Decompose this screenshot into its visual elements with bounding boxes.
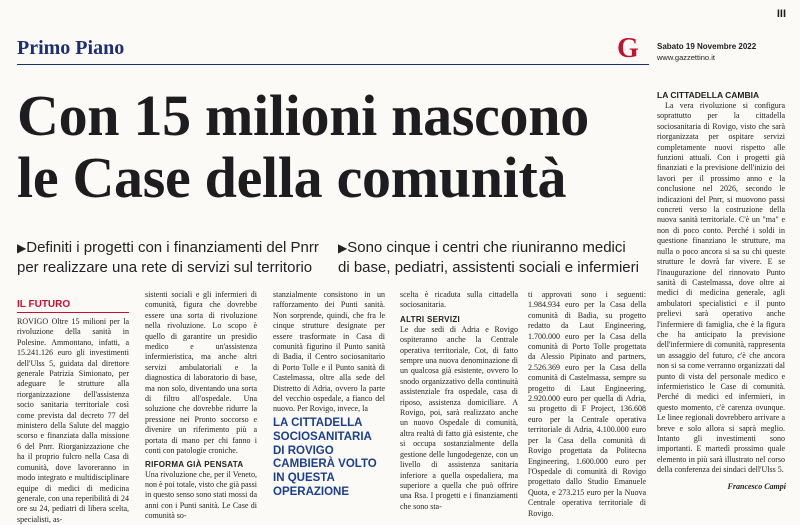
col5-text: ti approvati sono i seguenti: 1.984.934 euro per la Casa della comunità di Badia, su progetto redatto da Laut Engineering, 1.700.000 euro per la Casa della comunità di Porto Tolle progettata da Alessio Pipinato and partners, 2.526.369 euro per la Casa della comunità di Castelmassa, sempre su progetto di Laut Engineering, 2.920.000 euro per quella di Adria, su progetto di F Project, 136.608 euro per la Centrale operativa territoriale di Adria, 4.100.000 euro per la Casa della comunità di Rovigo progettata da Politecna Engineering, 1.600.000 euro per l'Ospedale di comunità di Rovigo progettato dallo Studio Emanuele Quota, e 273.215 euro per la Nuova Centrale operativa territoriale di Rovigo. (528, 290, 646, 518)
col6-text: La vera rivoluzione si configura soprattutto per la cittadella sociosanitaria di Rovigo, visto che sarà riorganizzata per ospitare servizi completamente nuovi rispetto alle funzioni attuali. Con i progetti già finanziati e la previsione dell'inizio dei lavori per il prossimo anno e la conclusione nel 2026, secondo le indicazioni del Pnrr, si muovono passi concreti verso la costruzione della nuova sanità territoriale. C'è un "ma" e non di poco conto. Perché i soldi in questione finanziano le strutture, ma nulla o poco ancora si sa su chi queste strutture le dovrà far vivere. E se l'inaugurazione del rinnovato Punto sanità di Castelmassa, dove oltre ai medici di medicina generale, agli ambulatori specialistici e il punto prelievi sarà operativo anche l'infermiere di famiglia, che è la figura che ha anticipato la previsione dell'infermiere di comunità, rappresenta un assaggio del futuro, c'è che ancora non si sa come verranno organizzati dal punto di vista del personale medico e infermieristico le Case di comunità. Perché di medici ed infermieri, in questo momento, c'è carenza ovunque. Le linee regionali dovrebbero arrivare a breve e solo allora si saprà meglio. Intanto gli investimenti sono importanti. E martedì prossimo quale elemento in più sarà illustrato nel corso della conferenza dei sindaci dell'Ulss 5. (657, 101, 785, 475)
pull-quote-line: IN QUESTA (273, 472, 335, 485)
body-column-3 (273, 290, 385, 414)
col4-subhead: ALTRI SERVIZI (400, 314, 461, 324)
website: www.gazzettino.it (657, 53, 715, 62)
deck-1 (17, 238, 335, 277)
deck-2-line-2: di base, pediatri, assistenti sociali e infermieri (338, 259, 639, 276)
kicker-rule (17, 312, 129, 313)
pull-quote-line: OPERAZIONE (273, 485, 350, 498)
kicker-label: IL FUTURO (17, 299, 71, 310)
section-title: Primo Piano (17, 37, 125, 59)
byline: Francesco Campi (727, 482, 786, 491)
deck-1-line-1: Definiti i progetti con i finanziamenti del Pnrr (26, 239, 319, 256)
deck-1-line-2: per realizzare una rete di servizi sul territorio (17, 259, 313, 276)
triangle-icon: ▶ (338, 241, 348, 255)
body-column-5 (528, 290, 646, 518)
pull-quote-line: CAMBIERÀ VOLTO (273, 458, 377, 471)
sidebar-heading: LA CITTADELLA CAMBIA (657, 90, 760, 100)
pull-quote-line: DI ROVIGO (273, 444, 334, 457)
body-column-1 (17, 317, 129, 524)
col2-text-a: sistenti sociali e gli infermieri di comunità, figura che dovrebbe essere una sorta di rivoluzione nella rivoluzione. Lo scopo è quello di garantire un presidio medico e un'assistenza infermieristica, ma anche altri servizi ambulatoriali e la diagnostica di laboratorio di base, ma non solo, diventando una sorta di filtro all'ospedale. Una soluzione che dovrebbe ridurre la pressione nei Pronto soccorso e divenire un riferimento più a portata di mano per chi fanno i conti con patologie croniche. (145, 290, 257, 456)
body-column-2 (145, 290, 257, 521)
headline-line-2: le Case della comunità (17, 145, 567, 210)
pull-quote-line: LA CITTADELLA (273, 417, 363, 429)
headline-line-1: Con 15 milioni nascono (17, 83, 589, 148)
body-column-6 (657, 101, 785, 481)
col3-text: stanzialmente consistono in un rafforzamento dei Punti sanità. Non sorprende, quindi, che fra le cinque strutture designate per essere trasformate in Casa di comunità figurino il Punto sanità di Badia, il Centro sociosanitario di Porto Tolle e il Punto sanità di Castelmassa, oltre alla sede del Distretto di Adria, ovvero la parte del vecchio ospedale, a fianco del nuovo. Per Rovigo, invece, la (273, 290, 385, 414)
pull-quote-line: SOCIOSANITARIA (273, 430, 372, 443)
header-rule (17, 64, 649, 65)
pull-quote (273, 417, 385, 500)
deck-2 (338, 238, 650, 277)
col4-text-a: scelta è ricaduta sulla cittadella sociosanitaria. (400, 290, 518, 310)
col4-text-b: Le due sedi di Adria e Rovigo ospiteranno anche la Centrale operativa territoriale, Cot, di fatto sempre una nuova denominazione di un qualcosa già esistente, ovvero lo snodo organizzativo della continuità assistenziale fra ospedale, casa di riposo, assistenza domiciliare. A Rovigo, poi, sarà realizzato anche un nuovo Ospedale di comunità, altra realtà di fatto già esistente, che si occupa sostanzialmente della gestione delle lungodegenze, con un livello di assistenza sanitaria inferiore a quella ospedaliera, ma superiore a quella che può offrire una Rsa. I progetti e i finanziamenti che sono sta- (400, 324, 518, 511)
col2-subhead: RIFORMA GIÀ PENSATA (145, 459, 244, 469)
body-column-4 (400, 290, 518, 511)
deck-2-line-1: Sono cinque i centri che riuniranno medici (347, 239, 626, 256)
gazzettino-logo: G (617, 33, 639, 64)
col1-text: ROVIGO Oltre 15 milioni per la rivoluzione della sanità in Polesine. Ammontano, infatti, a 15.241.126 euro gli investimenti dell'Ulss 5, guidata dal direttore generale Patrizia Simionato, per adeguare le strutture alla riorganizzazione dell'assistenza socio sanitaria territoriale così come prevista dal decreto 77 del ministero della Salute del maggio scorso e finanziata dalla missione 6 del Pnrr. Riorganizzazione che ha il proprio fulcro nella Casa di comunità, dove lavoreranno in modo integrato e multidisciplinare equipe di medici di medicina generale, con una reperibilità di 24 ore su 24, pediatri di libera scelta, specialisti, as- (17, 317, 129, 524)
col2-text-b: Una rivoluzione che, per il Veneto, non è poi totale, visto che già passi in questo senso sono stati mossi da anni con i Punti sanità. Le Case di comunità so- (145, 469, 257, 521)
page-number: III (776, 8, 786, 20)
triangle-icon: ▶ (17, 241, 27, 255)
issue-date: Sabato 19 Novembre 2022 (657, 42, 757, 51)
